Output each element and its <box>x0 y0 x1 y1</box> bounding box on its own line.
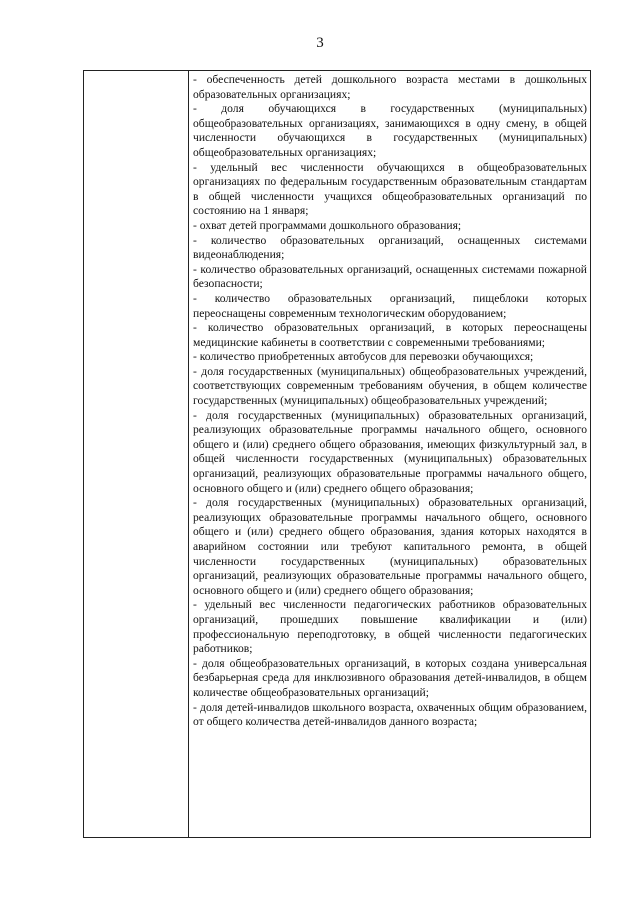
list-item: - удельный вес численности педагогических работников образовательных организаций, прошедших повышение квалификации и (или) профессиональную переподготовку, в общей численности педагогических работников; <box>193 598 587 656</box>
list-item: - количество образовательных организаций, оснащенных системами видеонаблюдения; <box>193 233 587 262</box>
list-item: - доля государственных (муниципальных) образовательных организаций, реализующих образовательные программы начального общего, основного общего и (или) среднего общего образования, имеющих физкультурный зал, в общей численности государственных (муниципальных) образовательных организаций, реализующих образовательные программы начального общего, основного общего и (или) среднего общего образования; <box>193 408 587 495</box>
page-number: 3 <box>316 35 324 51</box>
list-item: - количество образовательных организаций, оснащенных системами пожарной безопасности; <box>193 262 587 291</box>
list-item: - количество образовательных организаций, пищеблоки которых переоснащены современным технологическим оборудованием; <box>193 291 587 320</box>
list-item: - охват детей программами дошкольного образования; <box>193 218 462 232</box>
column-divider <box>188 71 189 837</box>
table-left-cell <box>84 71 188 837</box>
list-item: - доля государственных (муниципальных) образовательных организаций, реализующих образовательные программы начального общего, основного общего и (или) среднего общего образования, здания которых находятся в аварийном состоянии или требуют капитального ремонта, в общей численности государственных (муниципальных) образовательных организаций, реализующих образовательные программы начального общего, основного общего и (или) среднего общего образования; <box>193 496 587 597</box>
list-item: - удельный вес численности обучающихся в общеобразовательных организациях по федеральным государственным образовательным стандартам в общей численности учащихся общеобразовательных организаций по состоянию на 1 января; <box>193 160 587 218</box>
list-item: - доля общеобразовательных организаций, в которых создана универсальная безбарьерная среда для инклюзивного образования детей-инвалидов, в общем количестве общеобразовательных организаций; <box>193 656 587 699</box>
indicator-table <box>83 70 591 838</box>
list-item: - количество образовательных организаций, в которых переоснащены медицинские кабинеты в соответствии с современными требованиями; <box>193 321 587 349</box>
table-right-cell <box>193 73 587 730</box>
list-item: - доля детей-инвалидов школьного возраста, охваченных общим образованием, от общего количества детей-инвалидов данного возраста; <box>193 700 587 729</box>
list-item: - доля обучающихся в государственных (муниципальных) общеобразовательных организациях, занимающихся в одну смену, в общей численности обучающихся в государственных (муниципальных) общеобразовательных организациях; <box>193 102 587 159</box>
list-item: - доля государственных (муниципальных) общеобразовательных учреждений, соответствующих современным требованиям обучения, в общем количестве государственных (муниципальных) общеобразовательных учреждений; <box>193 364 587 408</box>
list-item: - обеспеченность детей дошкольного возраста местами в дошкольных образовательных организациях; <box>193 73 587 101</box>
list-item: - количество приобретенных автобусов для перевозки обучающихся; <box>193 350 534 364</box>
